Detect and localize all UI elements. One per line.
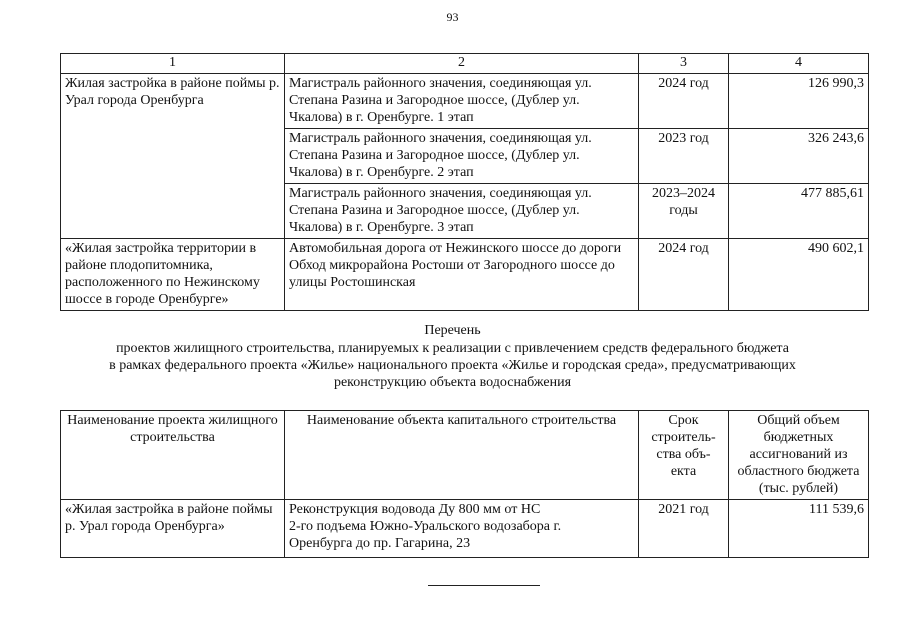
construction-term: 2023–2024 годы: [652, 186, 715, 218]
construction-term: 2024 год: [658, 76, 709, 91]
header-construction-term: [639, 411, 729, 500]
construction-term: 2024 год: [658, 241, 709, 256]
object-name-cell: [285, 74, 639, 129]
header-object-name: [285, 411, 639, 500]
budget-amount-cell: [729, 500, 869, 558]
table-row: [61, 74, 869, 129]
budget-amount: 490 602,1: [808, 241, 864, 256]
column-number-row: [61, 54, 869, 74]
column-number: 2: [285, 54, 639, 74]
projects-table: [60, 53, 869, 311]
project-name-cell: [61, 74, 285, 239]
table-row: [61, 239, 869, 311]
header-construction-term-text: Срок строитель- ства объ- екта: [651, 413, 716, 479]
object-name-cell: [285, 500, 639, 558]
project-name-cell: [61, 500, 285, 558]
column-number: 4: [729, 54, 869, 74]
construction-term: 2021 год: [658, 502, 709, 517]
budget-amount: 477 885,61: [801, 186, 864, 201]
budget-amount: 111 539,6: [809, 502, 864, 517]
object-name-cell: [285, 239, 639, 311]
construction-term-cell: [639, 129, 729, 184]
list-subtitle: проектов жилищного строительства, планируемых к реализации с привлечением средств федерального бюджета в рамках федерального проекта «Жилье» национального проекта «Жилье и городская среда», предусматривающих реконструкцию объекта водоснабжения: [109, 341, 796, 390]
project-name: «Жилая застройка в районе поймы р. Урал города Оренбурга»: [65, 502, 273, 534]
header-budget-amount: [729, 411, 869, 500]
construction-term-cell: [639, 184, 729, 239]
header-object-name-text: Наименование объекта капитального строительства: [306, 413, 617, 428]
header-project-name: [61, 411, 285, 500]
object-name: Реконструкция водовода Ду 800 мм от НС 2-го подъема Южно-Уральского водозабора г. Оренбурга до пр. Гагарина, 23: [289, 502, 562, 551]
water-supply-table: [60, 410, 869, 558]
project-name-cell: [61, 239, 285, 311]
page-number: 93: [446, 10, 459, 24]
column-number: 3: [639, 54, 729, 74]
budget-amount-cell: [729, 184, 869, 239]
budget-amount-cell: [729, 129, 869, 184]
footnote-divider: [428, 585, 540, 586]
construction-term: 2023 год: [658, 131, 709, 146]
object-name-cell: [285, 184, 639, 239]
construction-term-cell: [639, 74, 729, 129]
table-header-row: [61, 411, 869, 500]
object-name-cell: [285, 129, 639, 184]
budget-amount: 326 243,6: [808, 131, 864, 146]
table-row: [61, 500, 869, 558]
project-name: «Жилая застройка территории в районе плодопитомника, расположенного по Нежинскому шоссе в городе Оренбурге»: [65, 241, 260, 307]
budget-amount-cell: [729, 239, 869, 311]
column-number: 1: [61, 54, 285, 74]
budget-amount-cell: [729, 74, 869, 129]
budget-amount: 126 990,3: [808, 76, 864, 91]
list-title: Перечень: [424, 323, 481, 338]
header-budget-amount-text: Общий объем бюджетных ассигнований из областного бюджета (тыс. рублей): [737, 413, 860, 496]
object-name: Магистраль районного значения, соединяющая ул. Степана Разина и Загородное шоссе, (Дублер ул. Чкалова) в г. Оренбурге. 3 этап: [289, 186, 592, 235]
object-name: Магистраль районного значения, соединяющая ул. Степана Разина и Загородное шоссе, (Дублер ул. Чкалова) в г. Оренбурге. 2 этап: [289, 131, 592, 180]
construction-term-cell: [639, 500, 729, 558]
object-name: Магистраль районного значения, соединяющая ул. Степана Разина и Загородное шоссе, (Дублер ул. Чкалова) в г. Оренбурге. 1 этап: [289, 76, 592, 125]
construction-term-cell: [639, 239, 729, 311]
object-name: Автомобильная дорога от Нежинского шоссе до дороги Обход микрорайона Ростоши от Загородного шоссе до улицы Ростошинская: [289, 241, 622, 290]
project-name: Жилая застройка в районе поймы р. Урал города Оренбурга: [65, 76, 280, 108]
header-project-name-text: Наименование проекта жилищного строительства: [67, 413, 278, 445]
